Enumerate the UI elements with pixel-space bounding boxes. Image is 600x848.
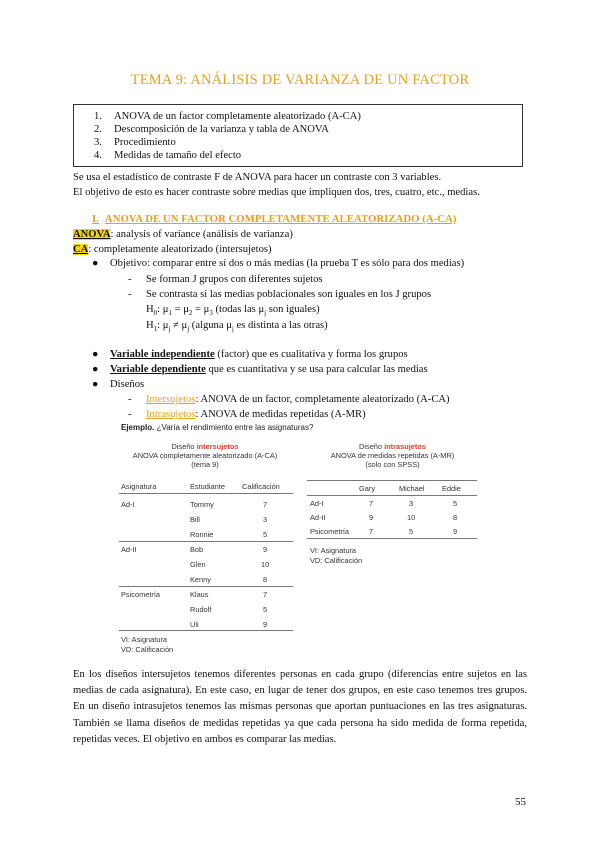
table-cell: 5 [263,605,268,614]
objective-text: Objetivo: comparar entre sí dos o más medias (la prueba T es sólo para dos medias) [110,258,465,269]
table-rule [307,495,477,496]
table-rule [307,480,477,481]
table-cell: 5 [263,530,268,539]
table-rule [307,538,477,539]
page-number: 55 [515,796,526,808]
table-cell: 3 [263,515,268,524]
right-header-eddie: Eddie [442,484,461,493]
left-legend-vi: VI: Asignatura [121,635,168,644]
right-caption: Diseño intrasujetos ANOVA de medidas repetidas (A-MR) (solo con SPSS) [330,442,455,469]
bullet-icon: ● [92,364,99,375]
table-of-contents [73,104,523,167]
table-cell: Psicometría [310,527,350,536]
table-rule [119,493,293,494]
right-header-gary: Gary [359,484,376,493]
bullet-icon: ● [92,349,99,360]
table-cell: Glen [190,560,206,569]
section-heading: I. ANOVA DE UN FACTOR COMPLETAMENTE ALEATORIZADO (A-CA) [92,213,457,225]
table-cell: Kenny [190,575,211,584]
table-cell: Psicometría [121,590,161,599]
table-cell: 7 [369,527,374,536]
design-intersujetos: Intersujetos: ANOVA de un factor, completamente aleatorizado (A-CA) [146,394,450,405]
table-cell: 7 [263,500,268,509]
objective-sub2: Se contrasta si las medias poblacionales son iguales en los J grupos [146,289,432,300]
objective-sub1: Se forman J grupos con diferentes sujetos [146,274,323,285]
table-cell: 9 [263,545,268,554]
design-intrasujetos: Intrasujetos: ANOVA de medidas repetidas (A-MR) [146,409,366,420]
left-legend-vd: VD: Calificación [121,645,174,654]
definition-anova: ANOVA: analysis of variance (análisis de varianza) [73,229,293,240]
table-cell: Uli [190,620,199,629]
intro-line: Se usa el estadístico de contraste F de ANOVA para hacer un contraste con 3 variables. [73,172,442,183]
left-header-asignatura: Asignatura [121,482,157,491]
hypothesis-h0: $H_0$: $\mu_1 = \mu_2 = \mu_3$ (todas las $\mu_j$ son iguales) [146,304,320,318]
table-rule [119,630,293,631]
table-cell: 8 [453,513,458,522]
left-header-estudiante: Estudiante [190,482,225,491]
table-cell: Klaus [190,590,209,599]
bullet-vd: Variable dependiente que es cuantitativa y se usa para calcular las medias [110,364,428,375]
table-cell: 9 [453,527,458,536]
table-cell: 9 [263,620,268,629]
dash-icon: - [128,394,132,405]
page-title: TEMA 9: ANÁLISIS DE VARIANZA DE UN FACTOR [130,72,470,88]
table-cell: Ad-I [121,500,135,509]
right-legend-vd: VD: Calificación [310,556,363,565]
table-cell: Ad-I [310,499,324,508]
dash-icon: - [128,274,132,285]
example-figure [117,424,480,656]
intro-text [73,170,480,200]
table-rule [119,586,293,587]
table-cell: 7 [369,499,374,508]
bullet-vi: Variable independiente (factor) que es cualitativa y forma los grupos [110,349,408,360]
table-cell: Rudolf [190,605,212,614]
body-paragraph: En los diseños intersujetos tenemos diferentes personas en cada grupo (diferencias entre sujetos en las medias de cada asignatura). En este caso, en lugar de tener dos grupos, en este caso tenemos tres grupos. En un diseño intrasujetos tenemos las mismas personas que aportan puntuaciones en las tres asignaturas. También se llama diseños de medidas repetidas ya que cada persona ha sido medida de forma repetida, repetidas veces. El objetivo en ambos es comparar las medias. [73,669,527,745]
left-header-calificacion: Calificación [242,482,280,491]
toc-item: 3. Procedimiento [94,137,176,148]
table-cell: Tommy [190,500,214,509]
table-cell: Bill [190,515,200,524]
dash-icon: - [128,409,132,420]
table-cell: 5 [409,527,414,536]
right-header-michael: Michael [399,484,425,493]
table-cell: 10 [261,560,270,569]
toc-item: 2. Descomposición de la varianza y tabla de ANOVA [94,124,329,135]
table-cell: 7 [263,590,268,599]
table-cell: Ronnie [190,530,214,539]
bullet-icon: ● [92,258,99,269]
bullet-icon: ● [92,379,99,390]
table-cell: 10 [407,513,416,522]
intro-line: El objetivo de esto es hacer contraste sobre medias que impliquen dos, tres, cuatro, etc., medias. [73,187,480,198]
dash-icon: - [128,289,132,300]
table-cell: 8 [263,575,268,584]
table-cell: 9 [369,513,374,522]
hypothesis-h1: $H_1$: $\mu_j \ne \mu_j$ (alguna $\mu_j$ es distinta a las otras) [146,320,328,334]
figure-title: Ejemplo. ¿Varía el rendimiento entre las asignaturas? [121,423,314,432]
table-cell: Bob [190,545,204,554]
toc-item: 4. Medidas de tamaño del efecto [94,150,242,161]
left-caption: Diseño intersujetos ANOVA completamente aleatorizado (A-CA) (tema 9) [132,442,278,469]
table-cell: 5 [453,499,458,508]
table-cell: Ad-II [121,545,137,554]
definition-ca: CA: completamente aleatorizado (intersujetos) [73,244,272,255]
bullet-designs: Diseños [110,379,145,390]
right-legend-vi: VI: Asignatura [310,546,357,555]
table-cell: Ad-II [310,513,326,522]
toc-item: 1. ANOVA de un factor completamente aleatorizado (A-CA) [94,111,361,122]
definitions [73,227,293,257]
table-cell: 3 [409,499,414,508]
table-rule [119,541,293,542]
